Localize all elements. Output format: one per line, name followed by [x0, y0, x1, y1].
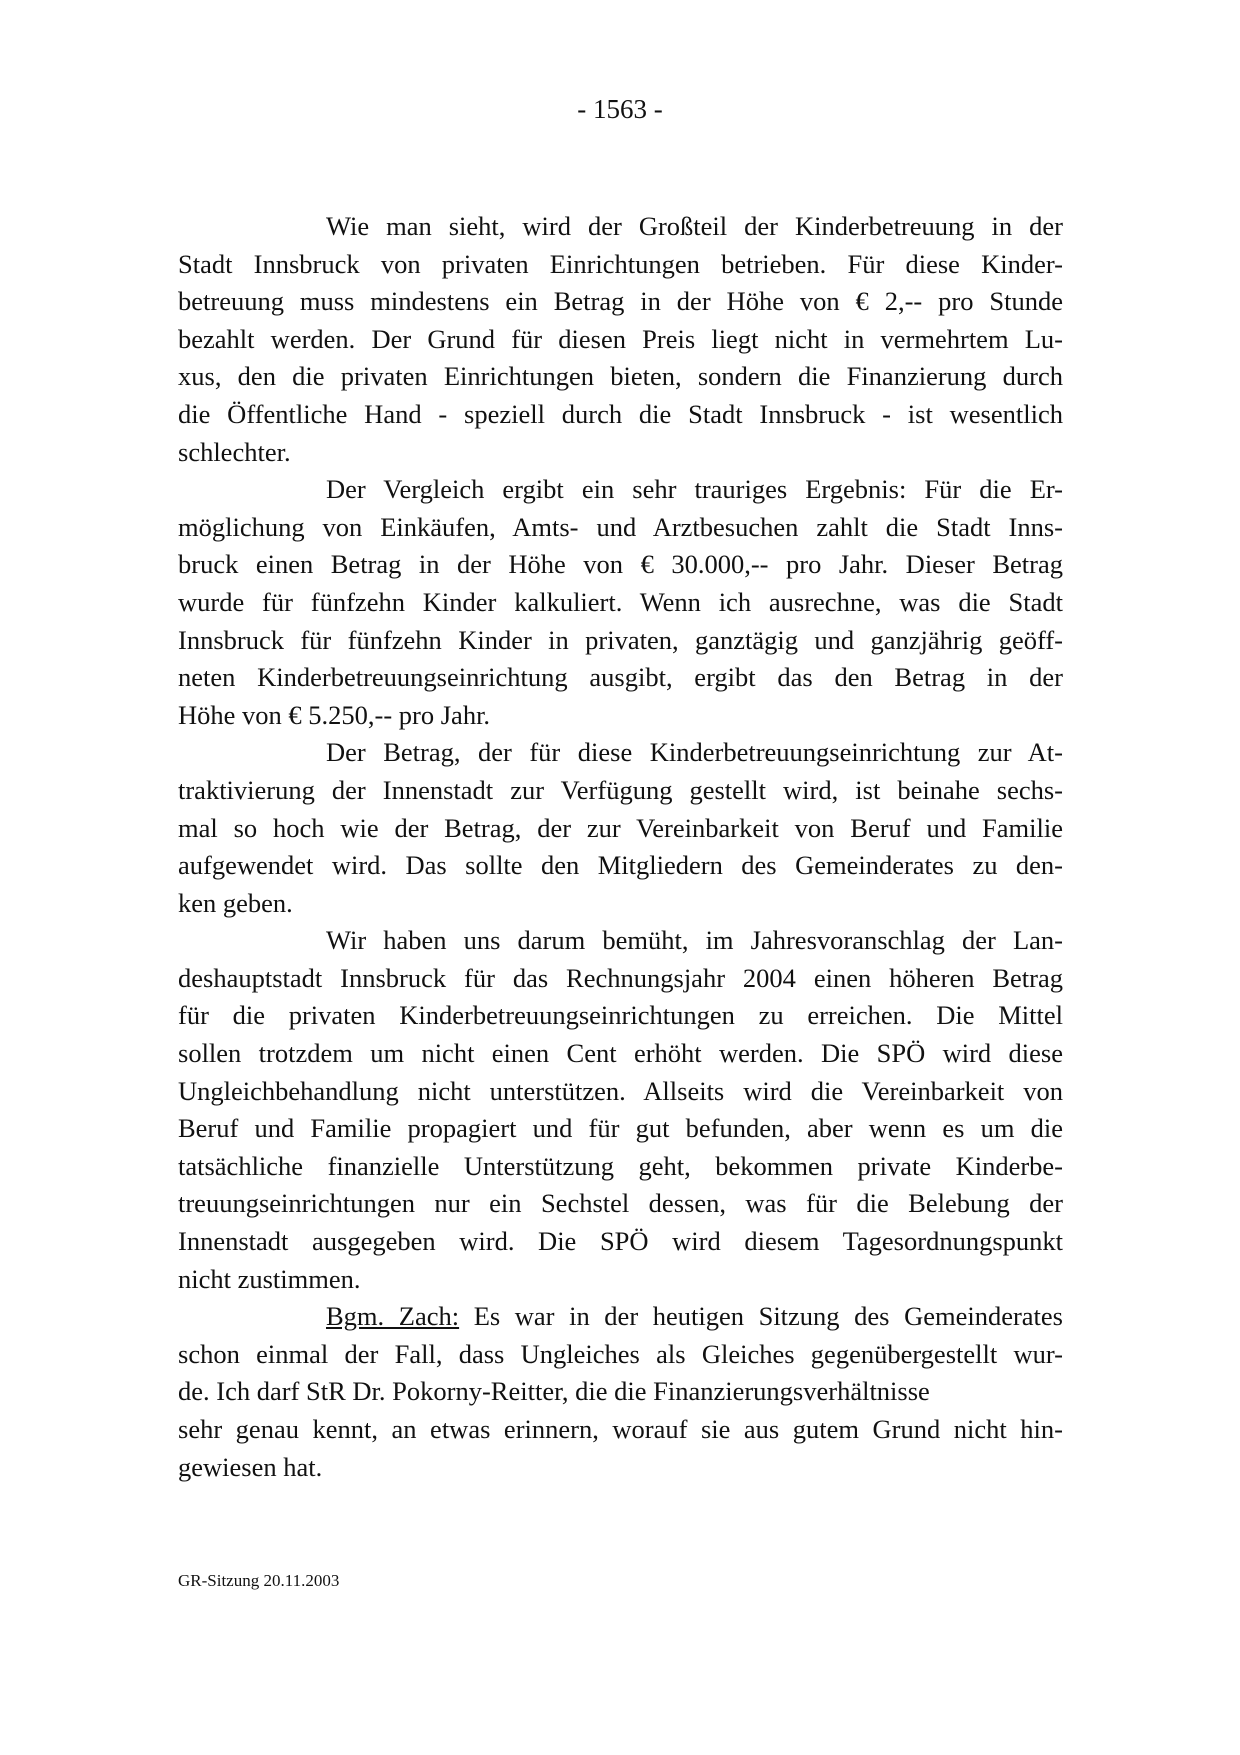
text-line: für die privaten Kinderbetreuungseinrichtungen zu erreichen. Die Mittel [178, 1000, 1063, 1031]
text-line: Der Betrag, der für diese Kinderbetreuungseinrichtung zur At- [326, 737, 1063, 768]
text-line: schon einmal der Fall, dass Ungleiches als Gleiches gegenübergestellt wur- [178, 1338, 1063, 1369]
text-line: Stadt Innsbruck von privaten Einrichtungen betrieben. Für diese Kinder- [178, 248, 1063, 279]
text-line: treuungseinrichtungen nur ein Sechstel dessen, was für die Belebung der [178, 1188, 1063, 1219]
paragraph-3 [178, 734, 1063, 922]
text-line: Innsbruck für fünfzehn Kinder in privaten, ganztägig und ganzjährig geöff- [178, 624, 1063, 655]
paragraph-4 [178, 922, 1063, 1298]
text-line: möglichung von Einkäufen, Amts- und Arztbesuchen zahlt die Stadt Inns- [178, 511, 1063, 542]
speaker-line [178, 1298, 1063, 1336]
text-line: die Öffentliche Hand - speziell durch die Stadt Innsbruck - ist wesentlich [178, 398, 1063, 429]
speaker-line-text: Es war in der heutigen Sitzung des Gemeinderates [459, 1301, 1063, 1332]
paragraph-5 [178, 1298, 1063, 1486]
paragraph-2 [178, 471, 1063, 734]
text-line: sehr genau kennt, an etwas erinnern, worauf sie aus gutem Grund nicht hin- [178, 1414, 1063, 1444]
text-line: gewiesen hat. [178, 1451, 323, 1482]
text-line: Höhe von € 5.250,-- pro Jahr. [178, 699, 491, 730]
paragraph-1 [178, 208, 1063, 471]
text-line: wurde für fünfzehn Kinder kalkuliert. Wenn ich ausrechne, was die Stadt [178, 586, 1063, 617]
text-line: traktivierung der Innenstadt zur Verfügung gestellt wird, ist beinahe sechs- [178, 774, 1063, 805]
text-line: sollen trotzdem um nicht einen Cent erhöht werden. Die SPÖ wird diese [178, 1038, 1063, 1069]
speaker-name: Bgm. Zach: [326, 1301, 460, 1332]
text-line: schlechter. [178, 436, 291, 467]
document-body [178, 208, 1063, 1486]
text-line: nicht zustimmen. [178, 1263, 361, 1294]
text-line: Wie man sieht, wird der Großteil der Kinderbetreuung in der [326, 211, 1063, 241]
page-number: - 1563 - [577, 94, 663, 124]
text-line: Der Vergleich ergibt ein sehr trauriges Ergebnis: Für die Er- [326, 474, 1063, 505]
text-line: tatsächliche finanzielle Unterstützung geht, bekommen private Kinderbe- [178, 1150, 1063, 1181]
text-line: xus, den die privaten Einrichtungen bieten, sondern die Finanzierung durch [178, 361, 1063, 392]
text-line: betreuung muss mindestens ein Betrag in der Höhe von € 2,-- pro Stunde [178, 286, 1063, 317]
text-line: bezahlt werden. Der Grund für diesen Preis liegt nicht in vermehrtem Lu- [178, 323, 1063, 354]
text-line: ken geben. [178, 887, 293, 918]
text-line: bruck einen Betrag in der Höhe von € 30.000,-- pro Jahr. Dieser Betrag [178, 549, 1063, 580]
text-line: Ungleichbehandlung nicht unterstützen. Allseits wird die Vereinbarkeit von [178, 1075, 1063, 1106]
text-line: Beruf und Familie propagiert und für gut befunden, aber wenn es um die [178, 1113, 1063, 1144]
text-line: neten Kinderbetreuungseinrichtung ausgibt, ergibt das den Betrag in der [178, 662, 1063, 693]
text-line: Innenstadt ausgegeben wird. Die SPÖ wird diesem Tagesordnungspunkt [178, 1226, 1063, 1257]
text-line: Wir haben uns darum bemüht, im Jahresvoranschlag der Lan- [326, 925, 1063, 956]
text-line: de. Ich darf StR Dr. Pokorny-Reitter, die die Finanzierungsverhältnisse [178, 1376, 930, 1407]
text-line: aufgewendet wird. Das sollte den Mitgliedern des Gemeinderates zu den- [178, 850, 1063, 881]
text-line: mal so hoch wie der Betrag, der zur Vereinbarkeit von Beruf und Familie [178, 812, 1063, 843]
page-footer: GR-Sitzung 20.11.2003 [178, 1571, 340, 1590]
text-line: deshauptstadt Innsbruck für das Rechnungsjahr 2004 einen höheren Betrag [178, 962, 1063, 993]
